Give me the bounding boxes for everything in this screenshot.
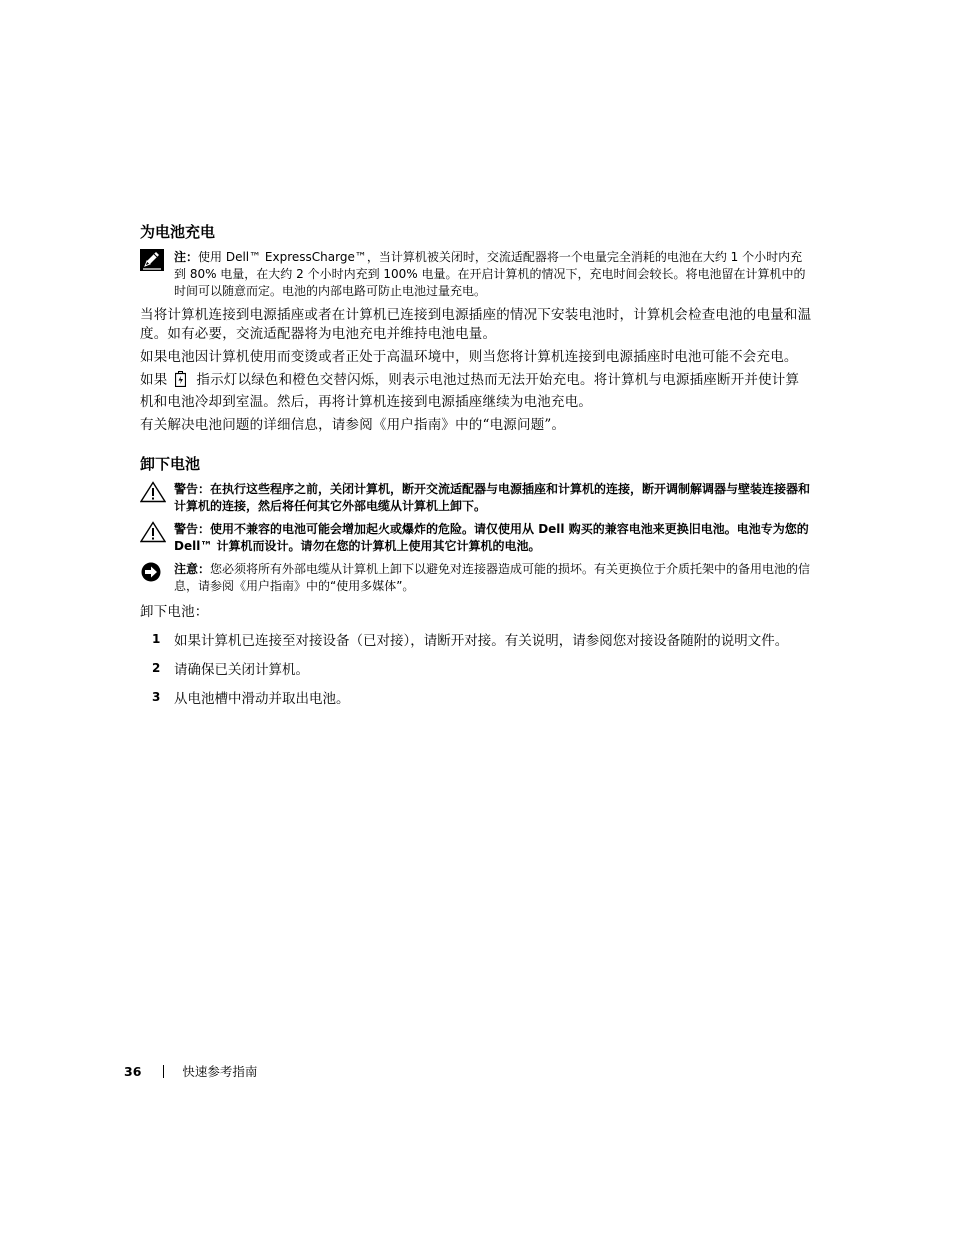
section-heading-remove: 卸下电池 [140, 455, 201, 473]
battery-icon [175, 371, 186, 393]
page-number: 36 [124, 1064, 142, 1079]
warning-text: 在执行这些程序之前，关闭计算机，断开交流适配器与电源插座和计算机的连接，断开调制解调器与壁装连接器和计算机的连接，然后将任何其它外部电缆从计算机上卸下。 [174, 482, 811, 513]
note-label: 注： [174, 250, 199, 264]
section-heading-charging: 为电池充电 [140, 223, 216, 241]
page-content [140, 221, 812, 717]
paragraph: 如果电池因计算机使用而变烫或者正处于高温环境中，则当您将计算机连接到电源插座时电池可能不会充电。 [140, 349, 798, 365]
list-item [140, 659, 812, 680]
steps-list [140, 630, 812, 709]
footer-title: 快速参考指南 [182, 1064, 258, 1079]
warning-block [140, 521, 812, 555]
paragraph-text: 如果 [140, 372, 168, 388]
list-item [140, 630, 812, 651]
step-number: 1 [152, 632, 161, 646]
warning-label: 警告： [174, 522, 211, 536]
page-footer [124, 1062, 257, 1080]
warning-triangle-icon [140, 481, 166, 503]
step-text: 请确保已关闭计算机。 [174, 662, 309, 678]
paragraph-text: 指示灯以绿色和橙色交替闪烁，则表示电池过热而无法开始充电。将计算机与电源插座断开并使计算机和电池冷却到室温。然后，再将计算机连接到电源插座继续为电池充电。 [140, 372, 800, 410]
list-item [140, 688, 812, 709]
step-text: 从电池槽中滑动并取出电池。 [174, 691, 350, 707]
notice-block [140, 561, 812, 595]
warning-triangle-icon [140, 521, 166, 543]
step-number: 2 [152, 661, 161, 675]
notice-label: 注意： [174, 562, 211, 576]
notice-text: 您必须将所有外部电缆从计算机上卸下以避免对连接器造成可能的损坏。有关更换位于介质托架中的备用电池的信息，请参阅《用户指南》中的“使用多媒体”。 [174, 562, 811, 593]
notice-arrow-icon [140, 561, 166, 583]
warning-text: 使用不兼容的电池可能会增加起火或爆炸的危险。请仅使用从 Dell 购买的兼容电池来更换旧电池。电池专为您的 Dell™ 计算机而设计。请勿在您的计算机上使用其它计算机的电池。 [174, 522, 809, 553]
step-text: 如果计算机已连接至对接设备（已对接），请断开对接。有关说明，请参阅您对接设备随附的说明文件。 [174, 633, 789, 649]
paragraph-with-icon [140, 371, 812, 412]
note-text: 使用 Dell™ ExpressCharge™，当计算机被关闭时，交流适配器将一个电量完全消耗的电池在大约 1 个小时内充到 80% 电量，在大约 2 个小时内充到 100% 电量。在开启计算机的情况下，充电时间会较长。将电池留在计算机中的时间可以随意而定。电池的内部电路可防止电池过量充电。 [174, 250, 806, 298]
warning-label: 警告： [174, 482, 211, 496]
warning-block [140, 481, 812, 515]
paragraph: 有关解决电池问题的详细信息，请参阅《用户指南》中的“电源问题”。 [140, 417, 566, 433]
step-number: 3 [152, 690, 161, 704]
paragraph: 当将计算机连接到电源插座或者在计算机已连接到电源插座的情况下安装电池时，计算机会检查电池的电量和温度。如有必要，交流适配器将为电池充电并维持电池电量。 [140, 307, 812, 342]
footer-divider [163, 1065, 164, 1078]
intro-text: 卸下电池： [140, 604, 209, 620]
note-pencil-icon [140, 249, 166, 271]
note-block [140, 249, 812, 300]
